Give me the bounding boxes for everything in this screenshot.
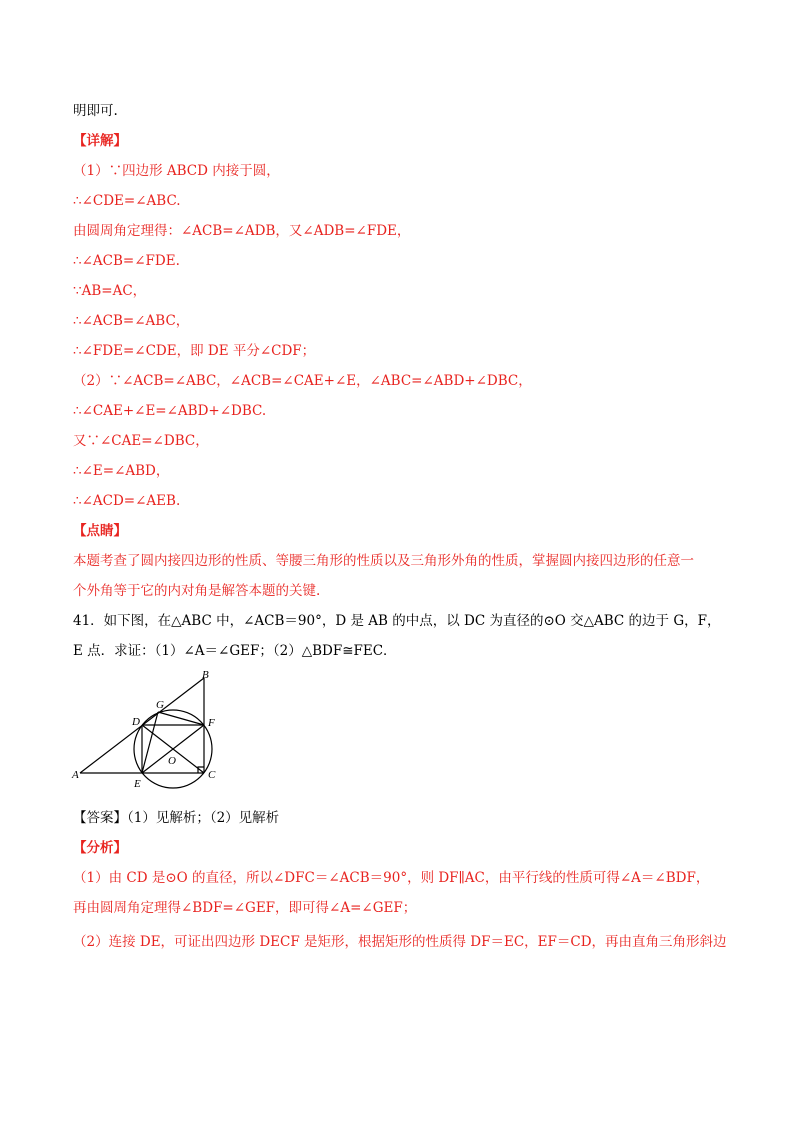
text-line: 再由圆周角定理得∠BDF=∠GEF，即可得∠A=∠GEF；	[73, 900, 417, 916]
text-line: ∴∠CDE=∠ABC.	[73, 193, 181, 209]
answer-line: 【答案】（1）见解析；（2）见解析	[73, 810, 280, 826]
text-line: ∴∠ACD=∠AEB.	[73, 493, 181, 509]
question-line: E 点．求证：（1）∠A＝∠GEF；（2）△BDF≅FEC．	[73, 643, 397, 659]
text-line: （1）由 CD 是⊙O 的直径，所以∠DFC＝∠ACB＝90°，则 DF∥AC，由平行线的性质可得∠A＝∠BDF，	[73, 870, 710, 886]
geometry-figure	[70, 668, 230, 790]
text-line: 本题考查了圆内接四边形的性质、等腰三角形的性质以及三角形外角的性质，掌握圆内接四边形的任意一	[73, 553, 694, 569]
text-line: （2）连接 DE，可证出四边形 DECF 是矩形，根据矩形的性质得 DF＝EC，EF＝CD，再由直角三角形斜边	[73, 934, 727, 950]
text-line: ∵AB=AC，	[73, 283, 147, 299]
label-E: E	[134, 778, 141, 790]
text-line: 又∵∠CAE=∠DBC，	[73, 433, 209, 449]
segment-EG	[142, 712, 158, 773]
label-C: C	[208, 769, 216, 781]
text-line: 个外角等于它的内对角是解答本题的关键.	[73, 583, 321, 599]
label-G: G	[156, 699, 164, 711]
label-F: F	[208, 717, 215, 729]
text-line: ∴∠FDE=∠CDE，即 DE 平分∠CDF；	[73, 343, 316, 359]
section-heading-analysis: 【分析】	[73, 840, 127, 856]
section-heading-comment: 【点睛】	[73, 523, 127, 539]
question-line: 41．如下图，在△ABC 中，∠ACB＝90°，D 是 AB 的中点，以 DC 为直径的⊙O 交△ABC 的边于 G，F，	[73, 613, 721, 629]
text-line: ∴∠ACB=∠FDE.	[73, 253, 180, 269]
label-O: O	[168, 755, 176, 767]
text-line: ∴∠E=∠ABD，	[73, 463, 170, 479]
text-line: 明即可.	[73, 103, 118, 119]
label-A: A	[72, 769, 79, 781]
text-line: （1）∵四边形 ABCD 内接于圆，	[73, 163, 280, 179]
label-B: B	[202, 669, 209, 681]
label-D: D	[132, 716, 140, 728]
text-line: ∴∠ACB=∠ABC，	[73, 313, 190, 329]
text-line: ∴∠CAE+∠E=∠ABD+∠DBC.	[73, 403, 267, 419]
text-line: （2）∵∠ACB=∠ABC，∠ACB=∠CAE+∠E，∠ABC=∠ABD+∠DBC，	[73, 373, 532, 389]
text-line: 由圆周角定理得：∠ACB=∠ADB，又∠ADB=∠FDE，	[73, 223, 411, 239]
section-heading-detail: 【详解】	[73, 133, 127, 149]
